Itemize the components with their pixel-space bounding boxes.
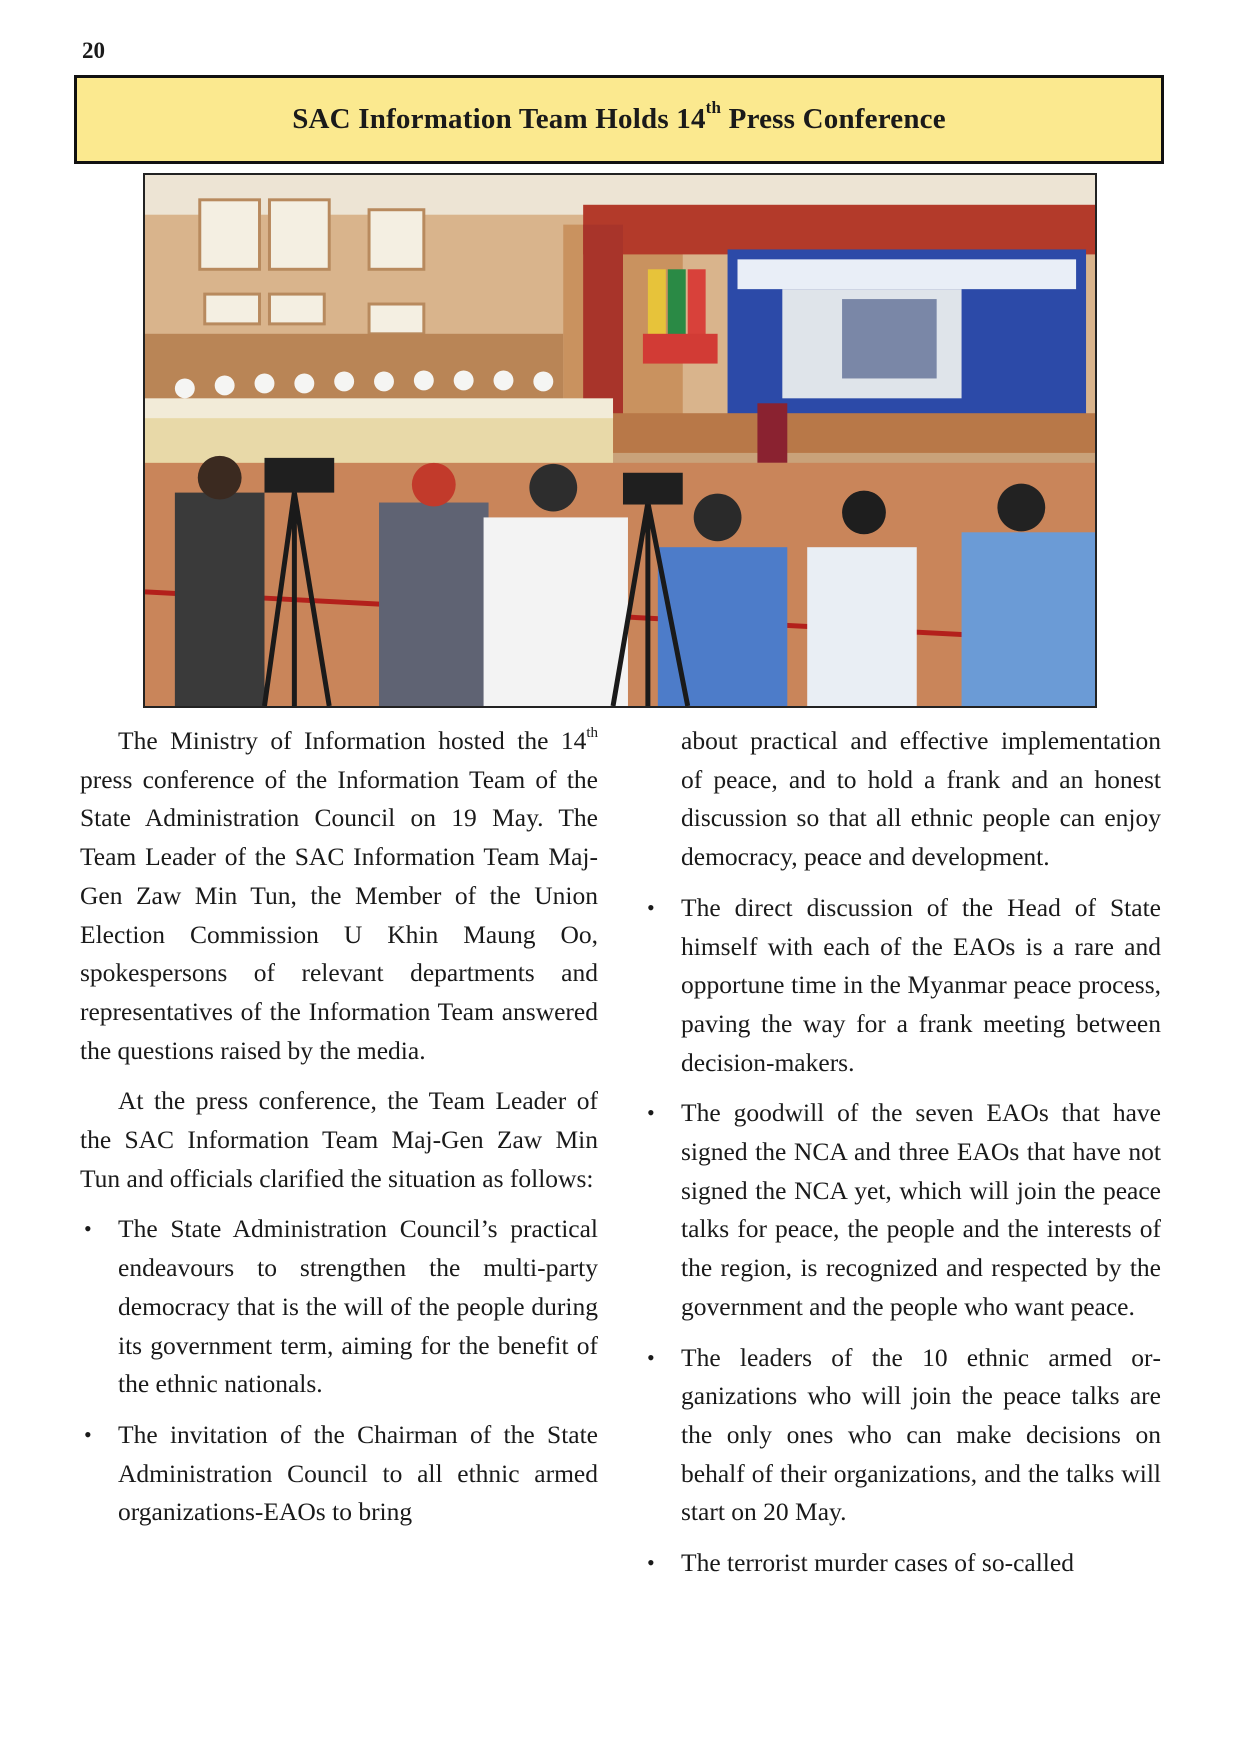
list-item-text: The terrorist murder cases of so-called bbox=[681, 1548, 1074, 1578]
bullet-icon: • bbox=[647, 1100, 655, 1126]
list-item-text: The invitation of the Chairman of the State Administration Council to all ethnic armed organizations-EAOs to bring bbox=[118, 1419, 598, 1527]
list-item bbox=[643, 889, 1161, 1083]
left-bullet-list bbox=[80, 1210, 598, 1532]
page-number: 20 bbox=[82, 38, 105, 63]
bullet-icon: • bbox=[84, 1421, 92, 1447]
title-rest: Press Conference bbox=[721, 103, 946, 135]
intro-text-b: press conference of the Information Team of the State Administration Council on 19 May. The Team Leader of the SAC Information Team Maj-Gen Zaw Min Tun, the Member of the Union Election Commission U Khin Maung Oo, spokespersons of relevant departments and representatives of the Information Team answered the questions raised by the media. bbox=[80, 764, 598, 1065]
press-conference-photo bbox=[143, 173, 1097, 708]
bullet-icon: • bbox=[647, 894, 655, 920]
photo-illustration bbox=[145, 175, 1095, 706]
list-item-text: The goodwill of the seven EAOs that have signed the NCA and three EAOs that have not signed the NCA yet, which will join the peace talks for peace, the people and the interests of the region, is recognized and respected by the government and the people who want peace. bbox=[681, 1098, 1161, 1321]
list-item bbox=[643, 1544, 1161, 1583]
intro-sup: th bbox=[586, 724, 598, 741]
second-paragraph: At the press conference, the Team Leader of the SAC Information Team Maj-Gen Zaw Min Tun and officials clarified the situation as follows: bbox=[80, 1086, 598, 1193]
bullet-icon: • bbox=[647, 1344, 655, 1370]
title-main: SAC Information Team Holds 14 bbox=[292, 103, 706, 135]
continuation-text: about practical and effective implementation of peace, and to hold a frank and an honest discussion so that all ethnic people can enjoy democracy, peace and development. bbox=[681, 726, 1161, 872]
bullet-icon: • bbox=[647, 1550, 655, 1576]
title-banner bbox=[74, 75, 1164, 164]
bullet-icon: • bbox=[84, 1216, 92, 1242]
right-column bbox=[643, 722, 1161, 1583]
intro-text-a: The Ministry of Information hosted the 14 bbox=[118, 726, 587, 755]
title-sup: th bbox=[705, 98, 722, 118]
list-item bbox=[643, 1094, 1161, 1326]
list-item-text: The direct discussion of the Head of State himself with each of the EAOs is a rare and opportune time in the Myanmar peace process, paving the way for a frank meeting between decision-makers. bbox=[681, 892, 1161, 1077]
left-column bbox=[80, 722, 598, 1532]
right-bullet-list bbox=[643, 722, 1161, 1583]
list-item bbox=[80, 1416, 598, 1532]
list-item-text: The State Administration Council’s practical endeavours to strengthen the multi-party democracy that is the will of the people during its government term, aiming for the benefit of the ethnic nationals. bbox=[118, 1214, 598, 1399]
intro-paragraph bbox=[80, 722, 598, 1070]
list-item-continuation bbox=[643, 722, 1161, 877]
list-item bbox=[80, 1210, 598, 1404]
article-title bbox=[292, 98, 946, 136]
list-item bbox=[643, 1339, 1161, 1533]
list-item-text: The leaders of the 10 ethnic armed organizations who will join the peace talks are the only ones who can make decisions on behalf of their organizations, and the talks will start on 20 May. bbox=[681, 1342, 1161, 1527]
